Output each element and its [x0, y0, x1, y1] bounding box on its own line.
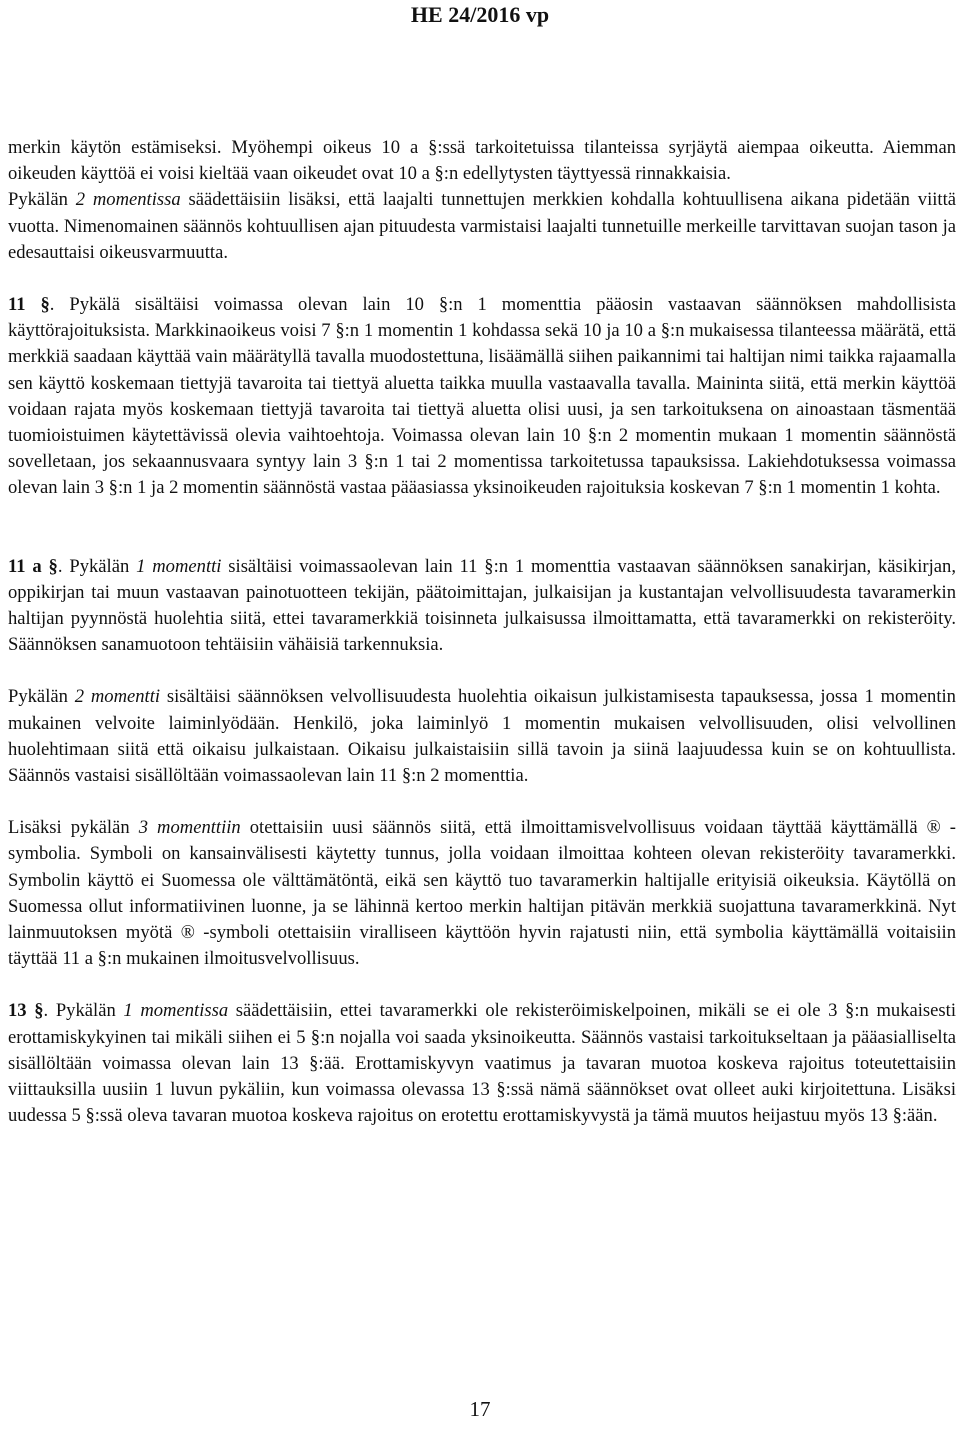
paragraph-3-momenttiin [8, 815, 956, 972]
paragraph-emphasis: 1 momentti [136, 555, 222, 577]
paragraph-section-11 [8, 292, 956, 502]
paragraph-emphasis: 3 momenttiin [138, 817, 241, 839]
paragraph-section-11a [8, 554, 956, 659]
section-number: 11 a § [8, 555, 58, 577]
paragraph-text-pre: . Pykälän [43, 1000, 124, 1022]
paragraph-text-post: otettaisiin uusi säännös siitä, että ilmoittamisvelvollisuus voidaan täyttää käyttämällä ® -symbolia. Symboli on kansainvälisesti käytetty tunnus, jolla voidaan ilmoittaa kohteen olevan rekisteröity tavaramerkki. Symbolin käyttö ei Suomessa ole välttämätöntä, eikä sen käyttö tuo tavaramerkin haltijalle erityisiä oikeuksia. Käytöllä on Suomessa ollut informatiivinen luonne, ja se lähinnä kertoo merkin haltijan pitävän merkkiä suojattuna tavaramerkkinä. Nyt lainmuutoksen myötä ® -symboli otettaisiin viralliseen käyttöön hyvin rajatusti niin, että symbolia käyttämällä voitaisiin täyttää 11 a §:n mukainen ilmoitusvelvollisuus. [8, 817, 957, 970]
paragraph-emphasis: 2 momentti [74, 686, 161, 708]
paragraph-continuation [8, 135, 956, 187]
paragraph-emphasis: 1 momentissa [123, 1000, 229, 1022]
document-body [8, 135, 956, 1130]
paragraph-2-momentissa [8, 187, 956, 266]
paragraph-text-post: sisältäisi säännöksen velvollisuudesta huolehtia oikaisun julkistamisesta tapauksessa, jossa 1 momentin mukainen velvoite laiminlyödään. Henkilö, joka laiminlyö 1 momentin mukaisen velvollisuuden, olisi velvollinen huolehtimaan siitä että oikaisu julkaistaan. Oikaisu julkaistaisiin sillä tavoin ja siinä laajuudessa kuin se on kohtuullista. Säännös vastaisi sisällöltään voimassaolevan lain 11 §:n 2 momenttia. [8, 686, 956, 787]
paragraph-text-post: sisältäisi voimassaolevan lain 11 §:n 1 momenttia vastaavan säännöksen sanakirjan, käsikirjan, oppikirjan tai muun vastaavan painotuotteen tekijän, päätoimittajan, julkaisijan ja kustantajan velvollisuudesta tavaramerkin haltijan pyynnöstä huolehtia siitä, ettei tavaramerkkiä toisinneta julkaisussa ilmoittamatta, että tavaramerkki on rekisteröity. Säännöksen sanamuotoon tehtäisiin vähäisiä tarkennuksia. [8, 555, 956, 656]
paragraph-text: . Pykälä sisältäisi voimassa olevan lain 10 §:n 1 momenttia pääosin vastaavan säännöksen mahdollisista käyttörajoituksista. Markkinaoikeus voisi 7 §:n 1 momentin 1 kohdassa sekä 10 ja 10 a §:n mukaisessa tilanteessa määrätä, että merkkiä saadaan käyttää vain määrätyllä tavalla muodostettuna, lisäämällä siihen paikannimi tai haltijan nimi taikka rajaamalla sen käyttö koskemaan tiettyjä tavaroita tai tiettyä aluetta taikka muulla vastaavalla tavalla. Maininta siitä, että merkin käyttöä voidaan rajata myös koskemaan tiettyjä tavaroita tai tiettyä aluetta olisi uusi, ja sen tarkoituksena on ainoastaan täsmentää tuomioistuimen käytettävissä olevia vaihtoehtoja. Voimassa olevan lain 10 §:n 2 momentin mukaan 1 momentin säännöstä sovelletaan, jos sekaannusvaara syntyy lain 3 §:n 1 tai 2 momentissa tarkoitetussa tapauksissa. Lakiehdotuksessa voimassa olevan lain 3 §:n 1 ja 2 momentin säännöstä vastaa pääasiassa yksinoikeuden rajoituksia koskevan 7 §:n 1 momentin 1 kohta. [8, 294, 956, 499]
paragraph-text-post: säädettäisiin lisäksi, että laajalti tunnettujen merkkien kohdalla kohtuullisena aikana pidetään viittä vuotta. Nimenomainen säännös kohtuullisen ajan pituudesta varmistaisi laajalti tunnetuille merkeille tarvittavan suojan tason ja edesauttaisi oikeusvarmuutta. [8, 189, 956, 263]
paragraph-text-pre: Pykälän [8, 189, 76, 211]
paragraph-text-pre: Lisäksi pykälän [8, 817, 139, 839]
paragraph-section-13 [8, 998, 956, 1129]
document-header: HE 24/2016 vp [410, 2, 550, 27]
paragraph-emphasis: 2 momentissa [75, 189, 181, 211]
paragraph-text-post: säädettäisiin, ettei tavaramerkki ole rekisteröimiskelpoinen, mikäli se ei ole 3 §:n mukaisesti erottamiskykyinen tai mikäli siihen ei 5 §:n nojalla voi saada yksinoikeutta. Säännös vastaisi tarkoitukseltaan ja pääasialliselta sisällöltään voimassa olevan lain 13 §:ää. Erottamiskyvyn vaatimus ja tavaran muotoa koskeva rajoitus toteutettaisiin viittauksilla uusiin 1 luvun pykäliin, kun voimassa olevassa 13 §:ssä nämä säännökset ovat olleet auki kirjoitettuna. Lisäksi uudessa 5 §:ssä oleva tavaran muotoa koskeva rajoitus on erotettu erottamiskyvystä ja tämä muutos heijastuu myös 13 §:ään. [8, 1000, 956, 1127]
section-number: 13 § [8, 1000, 44, 1022]
paragraph-text-pre: . Pykälän [57, 555, 137, 577]
paragraph-text: merkin käytön estämiseksi. Myöhempi oikeus 10 a §:ssä tarkoitetuissa tilanteissa syrjäytä aiempaa oikeutta. Aiemman oikeuden käyttöä ei voisi kieltää vaan oikeudet ovat 10 a §:n edellytysten täyttyessä rinnakkaisia. [8, 137, 956, 185]
paragraph-text-pre: Pykälän [8, 686, 75, 708]
paragraph-2-momentti [8, 684, 956, 789]
page-number: 17 [469, 1397, 491, 1421]
section-number: 11 § [8, 294, 50, 316]
